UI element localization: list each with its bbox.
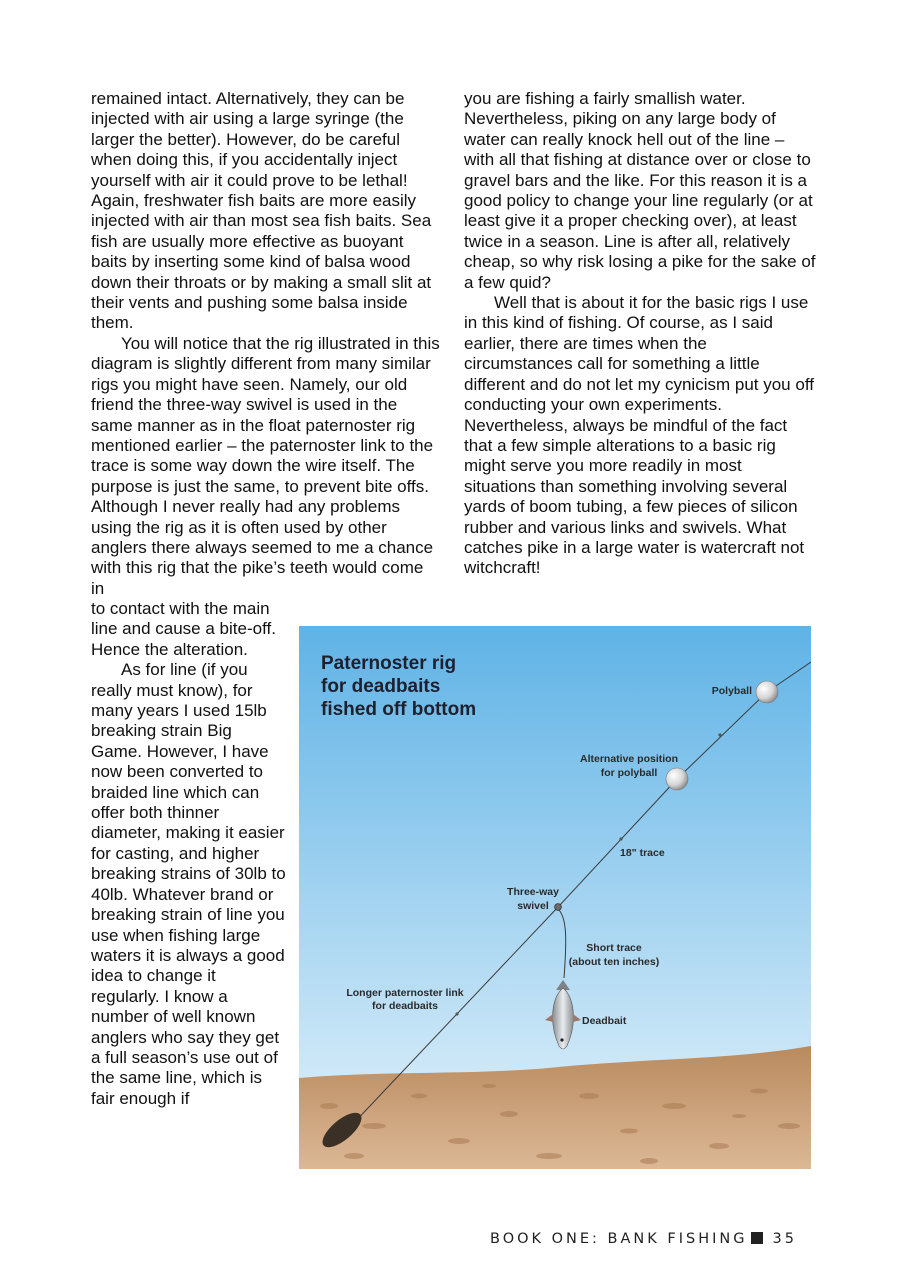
label-alternative-position: Alternative position [579, 753, 679, 765]
paternoster-rig-diagram [299, 626, 811, 1169]
left-paragraph-2-continued: to contact with the main line and cause a bite-off. Hence the alteration. [91, 599, 276, 659]
label-18-inch-trace: 18" trace [620, 847, 665, 859]
left-paragraph-2: You will notice that the rig illustrated in this diagram is slightly different from many similar rigs you might have seen. Namely, our old friend the three-way swivel is used in the same manner as in the float paternoster rig mentioned earlier – the paternoster link to the trace is some way down the wire itself. The purpose is just the same, to prevent bite offs. Although I never really had any problems using the rig as it is often used by other anglers there always seemed to me a chance with this rig that the pike’s teeth would come in [91, 333, 440, 598]
label-longer-paternoster-link: Longer paternoster link [346, 987, 464, 999]
right-paragraph-2: Well that is about it for the basic rigs I use in this kind of fishing. Of course, as I said earlier, there are times when the circumstances call for something a little different and do not let my cynicism put you off conducting your own experiments. Nevertheless, always be mindful of the fact that a few simple alterations to a basic rig might serve you more readily in most situations than something involving several yards of boom tubing, a few pieces of silicon rubber and various links and swivels. What catches pike in a large water is watercraft not witchcraft! [464, 293, 814, 578]
page-footer [490, 1231, 860, 1253]
polyball [756, 681, 778, 703]
running-footer-section: BOOK ONE: BANK FISHING [490, 1231, 748, 1247]
label-about-ten-inches: (about ten inches) [568, 956, 660, 968]
label-for-deadbaits: for deadbaits [372, 1000, 438, 1012]
three-way-swivel [555, 904, 562, 911]
figure-title-line-3: fished off bottom [321, 699, 477, 720]
label-for-polyball: for polyball [600, 767, 658, 779]
left-paragraph-1: remained intact. Alternatively, they can be injected with air using a large syringe (the larger the better). However, do be careful when doing this, if you accidentally inject yourself with air it could prove to be lethal! Again, freshwater fish baits are more easily injected with air than most sea fish baits. Sea fish are usually more effective as buoyant baits by inserting some kind of balsa wood down their throats or by making a small slit at their vents and pushing some balsa inside them. [91, 89, 432, 333]
left-column-text [91, 89, 441, 599]
left-narrow-column-text [91, 599, 286, 1109]
label-swivel: swivel [517, 900, 549, 912]
right-paragraph-1: you are fishing a fairly smallish water. Nevertheless, piking on any large body of water can really knock hell out of the line – with all that fishing at distance over or close to gravel bars and the like. For this reason it is a good policy to change your line regularly (or at least give it a proper checking over), at least twice in a season. Line is after all, relatively cheap, so why risk losing a pike for the sake of a few quid? [464, 89, 816, 292]
figure-title-line-1: Paternoster rig [321, 653, 457, 674]
polyball-alternative-position [666, 768, 688, 790]
right-column-text [464, 89, 816, 579]
label-short-trace: Short trace [586, 942, 642, 954]
footer-square-icon [751, 1232, 763, 1244]
label-polyball: Polyball [711, 685, 752, 697]
label-deadbait: Deadbait [582, 1015, 627, 1027]
label-three-way: Three-way [507, 886, 559, 898]
figure-title-line-2: for deadbaits [321, 676, 441, 697]
left-paragraph-3: As for line (if you really must know), for many years I used 15lb breaking strain Big Game. However, I have now been converted to braided line which can offer both thinner diameter, making it easier for casting, and higher breaking strains of 30lb to 40lb. Whatever brand or breaking strain of line you use when fishing large waters it is always a good idea to change it regularly. I know a number of well known anglers who say they get a full season’s use out of the same line, which is fair enough if [91, 660, 286, 1108]
page-number: 35 [772, 1231, 797, 1247]
